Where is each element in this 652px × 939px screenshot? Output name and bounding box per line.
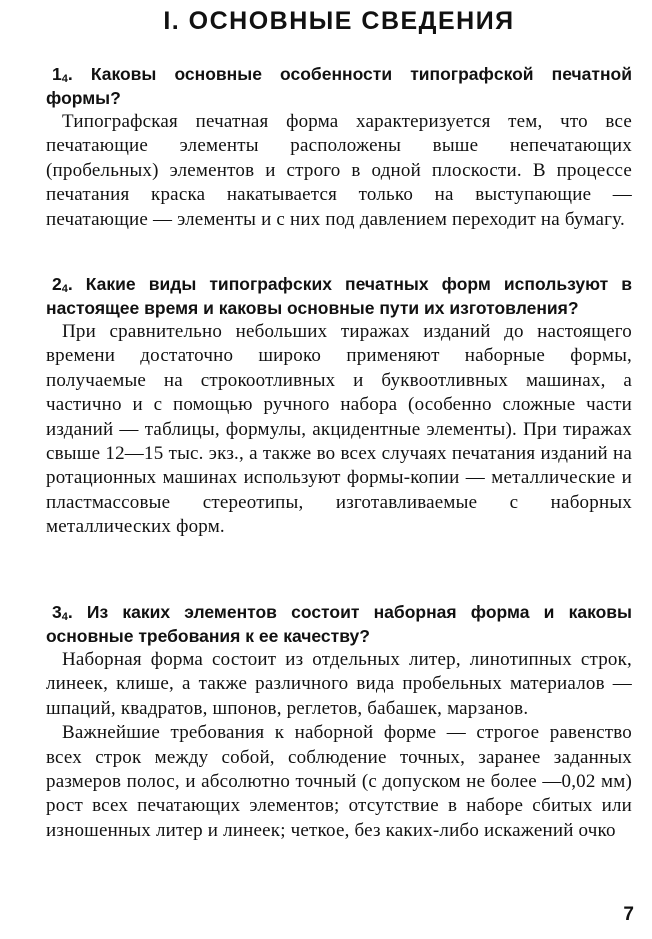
answer-paragraph: Наборная форма состоит из отдельных литер, линотипных строк, линеек, клише, а также различного вида пробельных материалов — шпаций, квадратов, шпонов, реглетов, бабашек, марзанов. (46, 649, 632, 719)
question-text: . Какие виды типографских печатных форм используют в настоящее время и каковы основные пути их изготовления? (46, 274, 632, 318)
answer-paragraph: Типографская печатная форма характеризуется тем, что все печатающие элементы расположены выше непечатающих (пробельных) элементов и строго в одной плоскости. В процессе печатания краска накатывается только на выступающие — печатающие — элементы и с них под давлением переходит на бумагу. (46, 111, 632, 230)
section-2 (46, 272, 632, 540)
question-number-subscript: 4 (61, 283, 68, 295)
section-3 (46, 600, 632, 843)
question-heading (46, 600, 632, 648)
question-number: 2 (52, 274, 62, 294)
question-number-subscript: 4 (61, 73, 68, 85)
question-text: . Каковы основные особенности типографской печатной формы? (46, 64, 632, 108)
question-number-subscript: 4 (61, 611, 68, 623)
answer-paragraph: Важнейшие требования к наборной форме — строгое равенство всех строк между собой, соблюдение точных, заранее заданных размеров полос, и абсолютно точный (с допуском не более —0,02 мм) рост всех печатающих элементов; отсутствие в наборе сбитых или изношенных литер и линеек; четкое, без каких-либо искажений очко (46, 722, 632, 841)
question-number: 3 (52, 602, 62, 622)
question-heading (46, 62, 632, 110)
chapter-title: I. ОСНОВНЫЕ СВЕДЕНИЯ (163, 7, 515, 35)
page-number: 7 (623, 904, 634, 925)
section-1 (46, 62, 632, 232)
question-number: 1 (52, 64, 62, 84)
question-heading (46, 272, 632, 320)
answer-paragraph: При сравнительно небольших тиражах изданий до настоящего времени достаточно широко применяют наборные формы, получаемые на строкоотливных и буквоотливных машинах, а частично и с помощью ручного набора (особенно сложные части изданий — таблицы, формулы, акцидентные элементы). При тиражах свыше 12—15 тыс. экз., а также во всех случаях печатания изданий на ротационных машинах используют формы-копии — металлические и пластмассовые стереотипы, изготавливаемые с наборных металлических форм. (46, 321, 632, 538)
question-text: . Из каких элементов состоит наборная форма и каковы основные требования к ее качеству? (46, 602, 632, 646)
